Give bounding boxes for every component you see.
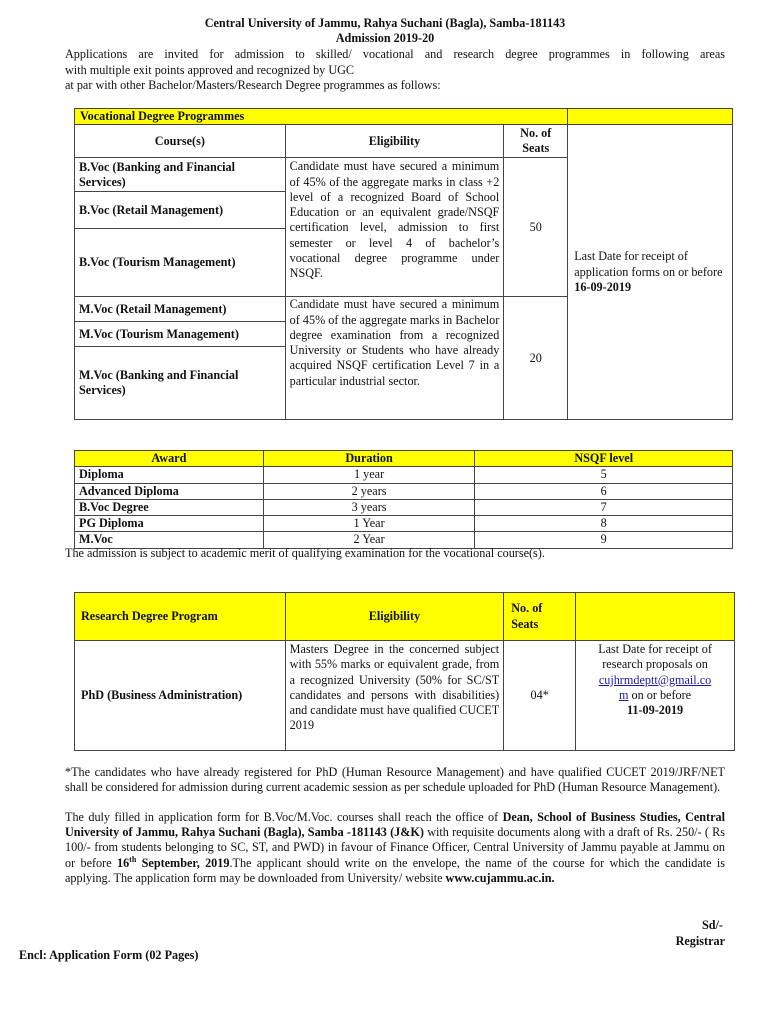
intro-line-3: at par with other Bachelor/Masters/Research Degree programmes as follows:: [65, 78, 441, 92]
award-nsqf: 8: [475, 516, 733, 532]
award-name: PG Diploma: [75, 516, 264, 532]
course-bvoc-retail: B.Voc (Retail Management): [75, 192, 286, 229]
instr-part-c: with requisite documents along with a draft of Rs. 250/- ( Rs 100/- from students belonging to SC, ST, and PWD) in favour of Finance Officer, Central University of Jammu payable at Jammu on or before: [65, 825, 726, 870]
signature-sd: Sd/-: [701, 918, 723, 932]
vocational-section-title: Vocational Degree Programmes: [75, 109, 568, 125]
award-duration: 3 years: [263, 499, 475, 515]
award-duration: 2 Year: [263, 532, 475, 548]
university-website[interactable]: www.cujammu.ac.in.: [445, 870, 555, 885]
col-nsqf-header: NSQF level: [475, 451, 733, 467]
col-research-eligibility-header: Eligibility: [285, 593, 504, 641]
award-name: M.Voc: [75, 532, 264, 548]
col-duration-header: Duration: [263, 451, 475, 467]
award-nsqf: 6: [475, 483, 733, 499]
research-program: PhD (Business Administration): [75, 641, 286, 751]
instr-date-rest: September, 2019: [141, 855, 230, 870]
course-bvoc-banking: B.Voc (Banking and Financial Services): [75, 158, 286, 192]
course-mvoc-tourism: M.Voc (Tourism Management): [75, 322, 286, 347]
instr-part-a: The duly filled in application form for B.Voc/M.Voc. courses shall reach the office of: [65, 810, 499, 824]
intro-line-2: with multiple exit points approved and recognized by UGC: [65, 63, 355, 77]
course-mvoc-banking: M.Voc (Banking and Financial Services): [75, 347, 286, 420]
instr-part-d: .The applicant should write on the envelope, the name of the course for which the candidate is applying. The application form may be downloaded from University/ website: [65, 855, 726, 885]
col-course-header: Course(s): [75, 125, 286, 158]
award-duration: 1 Year: [263, 516, 475, 532]
vocational-header-filler: [568, 109, 733, 125]
bvoc-eligibility: Candidate must have secured a minimum of 45% of the aggregate marks in class +2 level of a recognized Board of School Education or an equivalent grade/NSQF certification level, admission to first semester or level 4 of bachelor’s vocational degree programme under NSQF.: [285, 158, 504, 297]
phd-hrm-note: *The candidates who have already registered for PhD (Human Resource Management) and have qualified CUCET 2019/JRF/NET shall be considered for admission during current academic session as per schedule uploaded for PhD (Human Resource Management).: [65, 765, 725, 795]
awards-note: The admission is subject to academic merit of qualifying examination for the vocational course(s).: [65, 546, 545, 560]
course-bvoc-tourism: B.Voc (Tourism Management): [75, 229, 286, 297]
col-program-header: Research Degree Program: [75, 593, 286, 641]
application-instructions: [65, 810, 725, 886]
intro-line-1: Applications are invited for admission to skilled/ vocational and research degree programmes in following areas: [65, 47, 725, 61]
research-eligibility: Masters Degree in the concerned subject with 55% marks or equivalent grade, from a recognized University (50% for SC/ST candidates and persons with disabilities) and candidate must have qualified CUCET 2019: [285, 641, 504, 751]
award-name: Diploma: [75, 467, 264, 483]
col-research-seats-header: No. of Seats: [504, 593, 576, 641]
award-duration: 2 years: [263, 483, 475, 499]
research-email-link[interactable]: cujhrmdeptt@gmail.co: [598, 672, 712, 687]
col-award-header: Award: [75, 451, 264, 467]
award-name: B.Voc Degree: [75, 499, 264, 515]
col-eligibility-header: Eligibility: [285, 125, 504, 158]
research-last-date-text-1: Last Date for receipt of: [598, 642, 712, 656]
instr-dean-address: Dean, School of Business Studies, Central University of Jammu, Rahya Suchani (Bagla), Samba -181143 (J&K): [65, 810, 726, 840]
vocational-last-date-cell: [568, 125, 733, 420]
award-nsqf: 9: [475, 532, 733, 548]
instr-date-sup: th: [129, 854, 137, 864]
course-mvoc-retail: M.Voc (Retail Management): [75, 297, 286, 322]
awards-table: [74, 450, 733, 549]
award-duration: 1 year: [263, 467, 475, 483]
signature-registrar: Registrar: [675, 934, 725, 948]
bvoc-seats: 50: [504, 158, 568, 297]
col-seats-header: No. of Seats: [504, 125, 568, 158]
mvoc-seats: 20: [504, 297, 568, 420]
enclosure-note: Encl: Application Form (02 Pages): [19, 948, 199, 962]
page-title: Central University of Jammu, Rahya Suchani (Bagla), Samba-181143: [204, 16, 566, 30]
research-last-date: 11-09-2019: [626, 703, 684, 718]
page-subtitle: Admission 2019-20: [335, 31, 435, 45]
award-nsqf: 7: [475, 499, 733, 515]
award-name: Advanced Diploma: [75, 483, 264, 499]
vocational-last-date-text: Last Date for receipt of application forms on or before: [574, 249, 723, 279]
research-last-date-text-3: on or before: [631, 687, 692, 702]
research-seats: 04*: [504, 641, 576, 751]
research-email-link-end[interactable]: m: [619, 687, 629, 702]
research-table: [74, 592, 735, 751]
vocational-table: [74, 108, 733, 420]
mvoc-eligibility: Candidate must have secured a minimum of 45% of the aggregate marks in Bachelor degree examination from a recognized University or Students who have already acquired NSQF certification Level 7 in a particular industrial sector.: [285, 297, 504, 420]
research-last-date-cell: [576, 641, 735, 751]
instr-date-day: 16: [116, 855, 130, 870]
research-last-date-text-2: research proposals on: [602, 657, 708, 672]
vocational-last-date: 16-09-2019: [574, 279, 632, 294]
research-header-filler: [576, 593, 735, 641]
award-nsqf: 5: [475, 467, 733, 483]
